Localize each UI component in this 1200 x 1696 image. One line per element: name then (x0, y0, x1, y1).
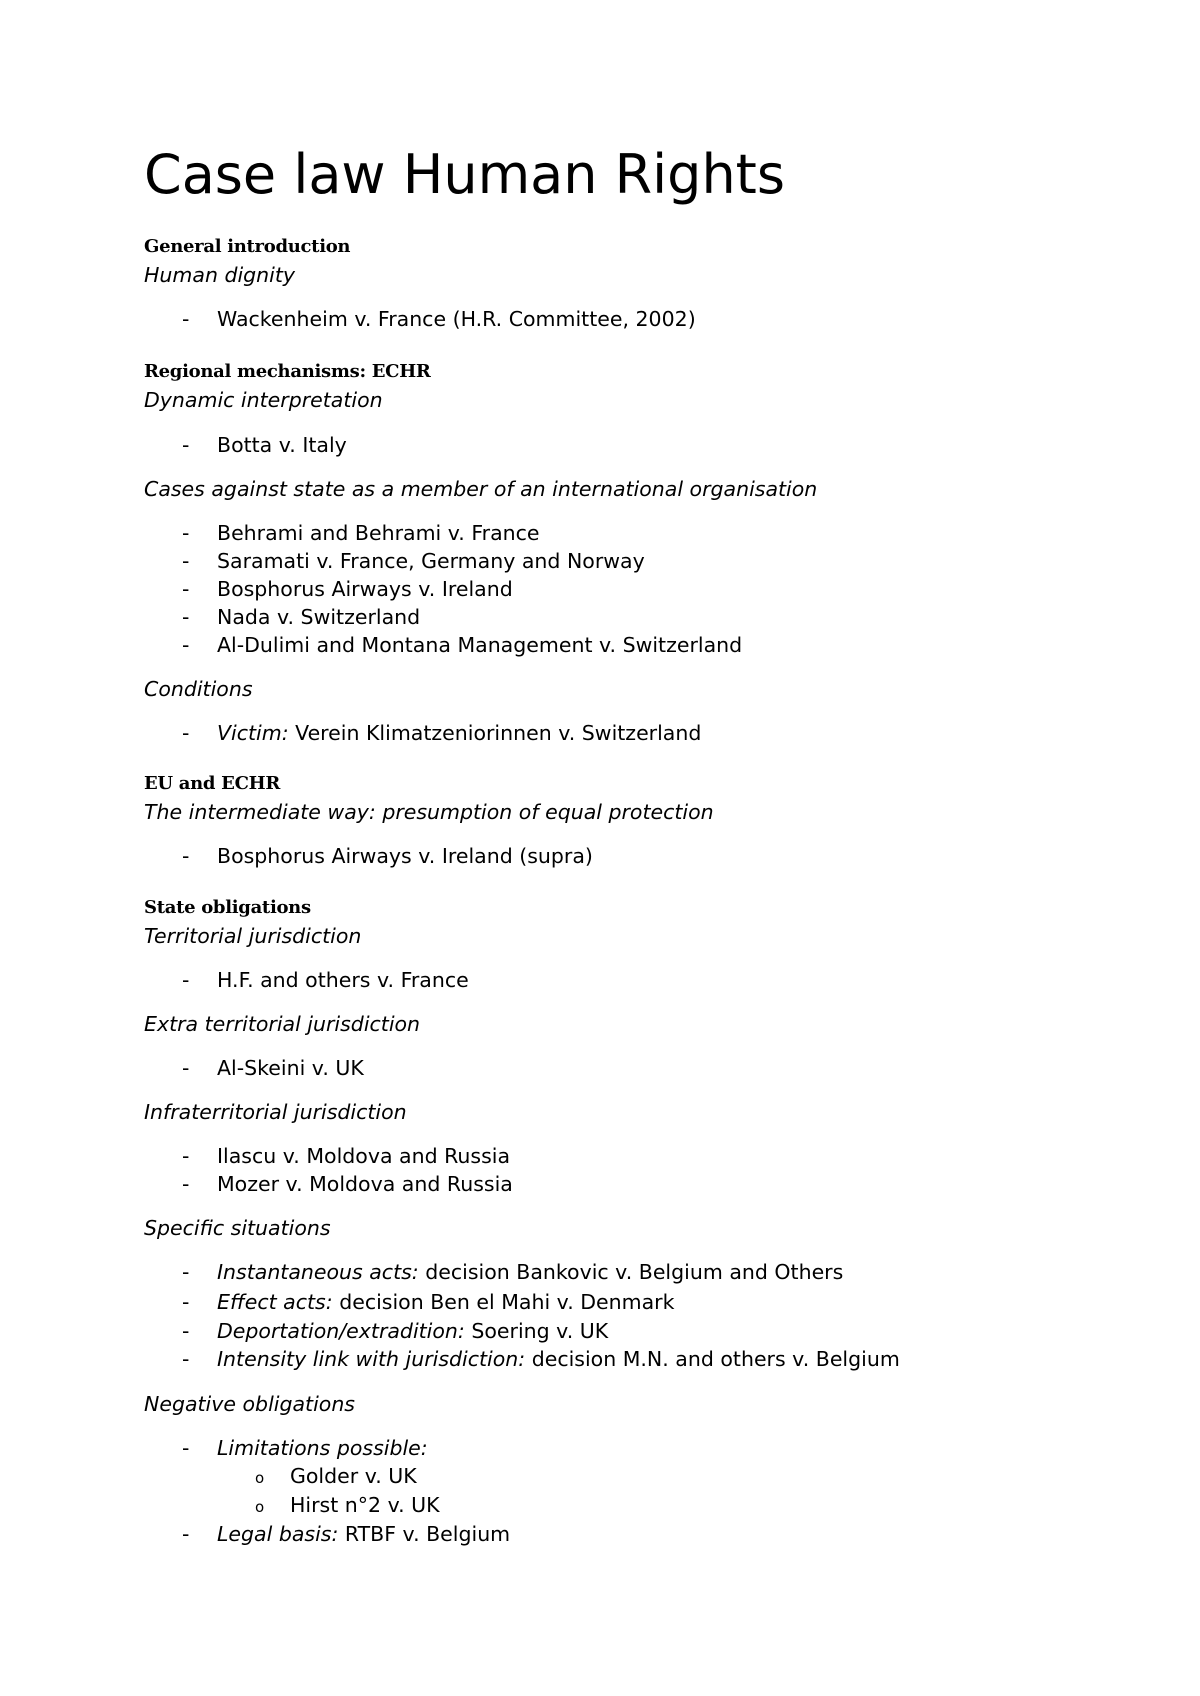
dash-bullet: - (182, 1522, 190, 1546)
item-label: Effect acts: (217, 1290, 333, 1314)
dash-bullet: - (182, 1144, 190, 1168)
dash-bullet: - (182, 633, 190, 657)
dash-bullet: - (182, 577, 190, 601)
item-label: Instantaneous acts: (217, 1260, 419, 1284)
case-name: H.F. and others v. France (217, 968, 469, 992)
dash-bullet: - (182, 549, 190, 573)
dash-bullet: - (182, 433, 190, 457)
subsection-heading: Extra territorial jurisdiction (144, 1012, 421, 1036)
subsection-heading: Human dignity (144, 263, 296, 287)
subsection-heading: Negative obligations (144, 1392, 355, 1416)
case-name: decision Ben el Mahi v. Denmark (339, 1290, 675, 1314)
case-name: Al-Dulimi and Montana Management v. Switzerland (217, 633, 743, 657)
case-name: Wackenheim v. France (H.R. Committee, 2002) (217, 307, 696, 331)
subsection-heading: Territorial jurisdiction (144, 924, 362, 948)
case-name: Mozer v. Moldova and Russia (217, 1172, 513, 1196)
dash-bullet: - (182, 968, 190, 992)
subsection-heading: Dynamic interpretation (144, 388, 383, 412)
case-name: Verein Klimatzeniorinnen v. Switzerland (295, 721, 702, 745)
case-name: Nada v. Switzerland (217, 605, 421, 629)
dash-bullet: - (182, 1290, 190, 1314)
dash-bullet: - (182, 605, 190, 629)
item-label: Intensity link with jurisdiction: (217, 1347, 526, 1371)
subsection-heading: Specific situations (144, 1216, 331, 1240)
subsection-heading: Cases against state as a member of an international organisation (144, 477, 818, 501)
circle-bullet-icon: o (255, 1469, 265, 1487)
item-label: Limitations possible: (217, 1436, 428, 1460)
subsection-heading: The intermediate way: presumption of equal protection (144, 800, 714, 824)
section-heading: General introduction (144, 236, 351, 257)
case-name: Bosphorus Airways v. Ireland (supra) (217, 844, 593, 868)
dash-bullet: - (182, 1436, 190, 1460)
dash-bullet: - (182, 1319, 190, 1343)
item-label: Deportation/extradition: (217, 1319, 465, 1343)
section-heading: Regional mechanisms: ECHR (144, 361, 431, 382)
case-name: Bosphorus Airways v. Ireland (217, 577, 513, 601)
case-name: RTBF v. Belgium (344, 1522, 511, 1546)
dash-bullet: - (182, 521, 190, 545)
page-title: Case law Human Rights (144, 143, 785, 206)
case-name: Hirst n°2 v. UK (290, 1493, 440, 1517)
case-name: decision Bankovic v. Belgium and Others (425, 1260, 844, 1284)
section-heading: EU and ECHR (144, 773, 280, 794)
dash-bullet: - (182, 844, 190, 868)
case-name: Ilascu v. Moldova and Russia (217, 1144, 511, 1168)
case-name: Soering v. UK (471, 1319, 609, 1343)
section-heading: State obligations (144, 897, 311, 918)
subsection-heading: Infraterritorial jurisdiction (144, 1100, 407, 1124)
case-name: decision M.N. and others v. Belgium (531, 1347, 900, 1371)
dash-bullet: - (182, 1172, 190, 1196)
dash-bullet: - (182, 307, 190, 331)
dash-bullet: - (182, 1056, 190, 1080)
case-name: Behrami and Behrami v. France (217, 521, 540, 545)
item-label: Victim: (217, 721, 289, 745)
subsection-heading: Conditions (144, 677, 253, 701)
case-name: Al-Skeini v. UK (217, 1056, 364, 1080)
circle-bullet-icon: o (255, 1498, 265, 1516)
dash-bullet: - (182, 721, 190, 745)
item-label: Legal basis: (217, 1522, 339, 1546)
case-name: Botta v. Italy (217, 433, 347, 457)
dash-bullet: - (182, 1347, 190, 1371)
case-name: Golder v. UK (290, 1464, 417, 1488)
dash-bullet: - (182, 1260, 190, 1284)
case-name: Saramati v. France, Germany and Norway (217, 549, 645, 573)
